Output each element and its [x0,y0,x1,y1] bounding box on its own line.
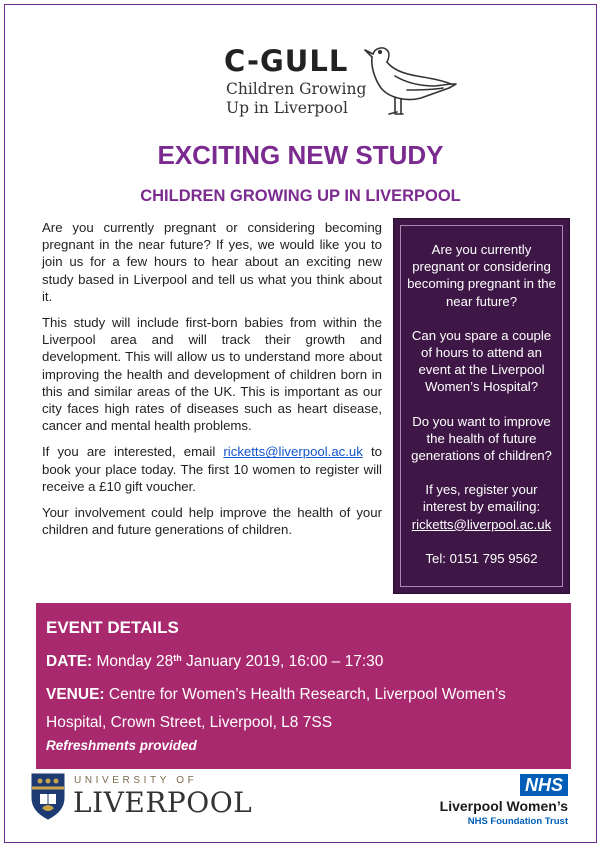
question-box [393,218,570,594]
question-pregnant: Are you currently pregnant or considering becoming pregnant in the near future? [407,242,556,309]
register-text-pre: If you are interested, email [42,444,224,460]
sidebox-email-link[interactable]: ricketts@liverpool.ac.uk [411,516,552,532]
register-text-post: to book your place today. The first 10 women to register will receive a £10 gift voucher. [42,444,382,494]
question-improve: Do you want to improve the health of future generations of children? [411,413,552,464]
liverpool-label: LIVERPOOL [73,786,253,819]
email-link[interactable]: ricketts@liverpool.ac.uk [223,444,363,460]
study-paragraph: This study will include first-born babies from within the Liverpool area and will track their growth and development. This will allow us to understand more about improving the health and development of children born in this and similar areas of the UK. This is important as our city faces high rates of diseases such as heart disease, cancer and mental health problems. [42,315,382,434]
question-attend: Can you spare a couple of hours to attend an event at the Liverpool Women’s Hospital? [411,327,552,395]
nhs-badge: NHS [520,774,568,796]
refreshments-note: Refreshments provided [46,738,197,753]
logo-tagline-1: Children Growing [226,80,367,98]
university-of-liverpool-logo [30,772,253,824]
seagull-icon [359,40,459,122]
nhs-trust-name: Liverpool Women’s [439,798,568,814]
date-label: DATE: [46,653,93,670]
logo-tagline-2: Up in Liverpool [226,99,348,117]
page-subtitle: CHILDREN GROWING UP IN LIVERPOOL [140,187,461,205]
register-paragraph [42,443,382,495]
main-text [42,219,382,547]
nhs-logo [434,774,574,830]
register-text: If yes, register your interest by emailing: [422,482,541,515]
nhs-foundation-trust: NHS Foundation Trust [467,816,568,827]
question-box-inner [400,225,563,587]
university-of-label: UNIVERSITY OF [74,775,198,786]
event-date [46,653,383,671]
logo-title: C-GULL [224,44,349,78]
date-pre: Monday 28 [92,653,174,670]
intro-paragraph: Are you currently pregnant or considering becoming pregnant in the near future? If yes, we would like you to join us for a few hours to hear about an exciting new study based in Liverpool and tell us what you think about it. [42,220,382,304]
date-post: January 2019, 16:00 – 17:30 [181,653,384,670]
page-title: EXCITING NEW STUDY [157,140,444,170]
event-details-panel [36,603,571,769]
university-crest-icon [30,772,66,820]
venue-label: VENUE: [46,686,105,703]
event-heading: EVENT DETAILS [46,618,179,637]
register-prompt [407,481,556,533]
event-venue [46,681,561,737]
telephone: Tel: 0151 795 9562 [425,550,538,566]
venue-text: Centre for Women’s Health Research, Liverpool Women’s Hospital, Crown Street, Liverpool, L8 7SS [46,686,506,731]
date-suffix: th [173,653,182,663]
cgull-logo [222,40,462,122]
involvement-paragraph: Your involvement could help improve the health of your children and future generations of children. [42,505,382,538]
